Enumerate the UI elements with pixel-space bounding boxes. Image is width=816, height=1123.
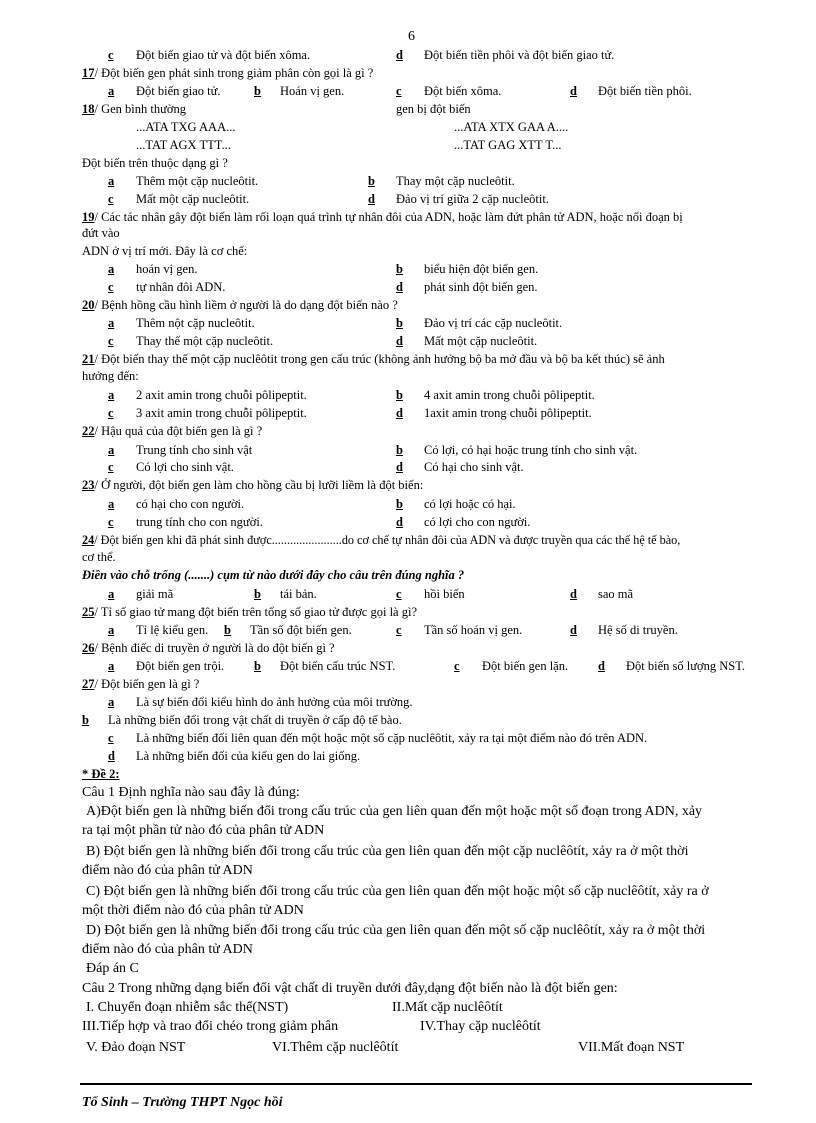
q19-option-c: c	[108, 280, 114, 294]
q25-option-b-text: Tần số đột biến gen.	[250, 623, 352, 637]
q20-option-b-text: Đảo vị trí các cặp nucleôtit.	[424, 316, 563, 330]
q21-option-c-text: 3 axit amin trong chuỗi pôlipeptit.	[136, 406, 307, 420]
q19-question-line2: đứt vào	[82, 226, 120, 240]
q17-option-d-text: Đột biến tiền phôi.	[598, 84, 692, 98]
cau1-option-c-line2: một thời điểm nào đó của phân tử ADN	[82, 903, 304, 918]
q25-option-d-text: Hệ số di truyền.	[598, 623, 678, 637]
q23-option-b: b	[396, 497, 403, 511]
cau1-question: Câu 1 Định nghĩa nào sau đây là đúng:	[82, 785, 300, 800]
q18-option-c: c	[108, 192, 114, 206]
q16-option-d-text: Đột biến tiền phôi và đột biến giao tử.	[424, 48, 615, 62]
q21-option-d-text: 1axit amin trong chuỗi pôlipeptit.	[424, 406, 592, 420]
q23-option-a: a	[108, 497, 115, 511]
q19-option-b-text: biểu hiện đột biến gen.	[424, 262, 539, 276]
q24-option-c: c	[396, 587, 402, 601]
cau2-question: Câu 2 Trong những dạng biến đổi vật chất di truyền dưới đây,dạng đột biến nào là đột biến gen:	[82, 981, 618, 996]
q18-mutant-label: gen bị đột biến	[396, 102, 471, 116]
q20-option-c: c	[108, 334, 114, 348]
cau2-item-6: VI.Thêm cặp nuclêôtít	[272, 1040, 399, 1055]
q18-option-d-text: Đảo vị trí giữa 2 cặp nucleôtit.	[396, 192, 549, 206]
q20-option-b: b	[396, 316, 403, 330]
q25-option-d: d	[570, 623, 577, 637]
q27-option-d: d	[108, 749, 115, 763]
q22-option-c: c	[108, 460, 114, 474]
q24-option-c-text: hồi biến	[424, 587, 465, 601]
q26-question: 26/ Bệnh điếc di truyền ở người là do đột biến gì ?	[82, 641, 335, 655]
q19-option-b: b	[396, 262, 403, 276]
q27-question: 27/ Đột biến gen là gì ?	[82, 677, 200, 691]
q26-option-d: d	[598, 659, 605, 673]
q18-question: 18/ Gen bình thường	[82, 102, 187, 116]
q17-option-c-text: Đột biến xôma.	[424, 84, 502, 98]
q26-option-c: c	[454, 659, 460, 673]
cau2-item-1: I. Chuyển đoạn nhiễm sắc thể(NST)	[86, 1000, 289, 1015]
cau2-item-2: II.Mất cặp nuclêôtít	[392, 1000, 503, 1015]
q26-option-b: b	[254, 659, 261, 673]
q23-option-d-text: có lợi cho con người.	[424, 515, 531, 529]
cau1-option-a-line1: A)Đột biến gen là những biến đổi trong cấu trúc của gen liên quan đến một hoặc một số đoạn trong ADN, xảy	[86, 804, 703, 819]
q18-normal-seq-2: ...TAT AGX TTT...	[136, 138, 231, 152]
cau2-item-4: IV.Thay cặp nuclêôtít	[420, 1019, 541, 1034]
q27-option-b: b	[82, 713, 89, 727]
q19-option-d-text: phát sinh đột biến gen.	[424, 280, 538, 294]
q18-option-b: b	[368, 174, 375, 188]
q22-option-d-text: Có hại cho sinh vật.	[424, 460, 524, 474]
q27-option-a: a	[108, 695, 115, 709]
cau1-option-d-line1: D) Đột biến gen là những biến đổi trong cấu trúc của gen liên quan đến một số cặp nuclêôtít, xảy ra ở một thời	[86, 923, 706, 938]
q18-option-b-text: Thay một cặp nucleôtit.	[396, 174, 515, 188]
section-heading-de2: * Đề 2:	[82, 767, 120, 781]
q18-option-d: d	[368, 192, 375, 206]
q21-question-line2: hưởng đến:	[82, 369, 139, 383]
page-number: 6	[408, 29, 415, 44]
q24-instruction: Điền vào chỗ trống (.......) cụm từ nào dưới đây cho câu trên đúng nghĩa ?	[82, 568, 465, 582]
q26-option-b-text: Đột biến cấu trúc NST.	[280, 659, 396, 673]
q24-option-a-text: giải mã	[136, 587, 174, 601]
cau2-item-7: VII.Mất đoạn NST	[578, 1040, 685, 1055]
q24-question-line2: cơ thể.	[82, 550, 116, 564]
q25-option-c: c	[396, 623, 402, 637]
q23-question: 23/ Ở người, đột biến gen làm cho hồng cầu bị lưỡi liềm là đột biến:	[82, 478, 424, 492]
q18-option-a: a	[108, 174, 115, 188]
q24-option-b-text: tái bản.	[280, 587, 317, 601]
q21-option-b-text: 4 axit amin trong chuỗi pôlipeptit.	[424, 388, 595, 402]
q16-option-c: c	[108, 48, 114, 62]
cau1-option-d-line2: điểm nào đó của phân tử ADN	[82, 942, 253, 957]
q18-normal-seq-1: ...ATA TXG AAA...	[136, 120, 236, 134]
q17-option-d: d	[570, 84, 577, 98]
q22-option-b-text: Có lợi, có hại hoặc trung tính cho sinh vật.	[424, 443, 638, 457]
q27-option-d-text: Là những biến đổi của kiểu gen do lai giống.	[136, 749, 361, 763]
q25-option-b: b	[224, 623, 231, 637]
q19-question: 19/ Các tác nhân gây đột biến làm rối loạn quá trình tự nhân đôi của ADN, hoặc làm đứt phân tử ADN, hoặc nối đoạn bị	[82, 210, 683, 224]
cau1-answer: Đáp án C	[86, 961, 139, 976]
cau1-option-b-line1: B) Đột biến gen là những biến đổi trong cấu trúc của gen liên quan đến một cặp nuclêôtít, xảy ra ở một thời	[86, 844, 689, 859]
q16-option-c-text: Đột biến giao tử và đột biến xôma.	[136, 48, 311, 62]
q20-option-a-text: Thêm nột cặp nucleôtit.	[136, 316, 255, 330]
q25-option-c-text: Tần số hoán vị gen.	[424, 623, 523, 637]
q26-option-d-text: Đột biến số lượng NST.	[626, 659, 746, 673]
q17-option-b: b	[254, 84, 261, 98]
q24-option-d: d	[570, 587, 577, 601]
q17-option-b-text: Hoán vị gen.	[280, 84, 345, 98]
q24-question: 24/ Đột biến gen khi đã phát sinh được.......................do cơ chế tự nhân đôi của ADN và được truyền qua các thế hệ tế bào,	[82, 533, 681, 547]
q22-option-b: b	[396, 443, 403, 457]
q18-option-a-text: Thêm một cặp nucleôtit.	[136, 174, 259, 188]
q16-option-d: d	[396, 48, 403, 62]
q22-option-d: d	[396, 460, 403, 474]
q19-option-a-text: hoán vị gen.	[136, 262, 198, 276]
q18-followup: Đột biến trên thuộc dạng gì ?	[82, 156, 228, 170]
q18-option-c-text: Mất một cặp nucleôtit.	[136, 192, 250, 206]
q19-question-line3: ADN ở vị trí mới. Đây là cơ chế:	[82, 244, 248, 258]
q19-option-c-text: tự nhân đôi ADN.	[136, 280, 226, 294]
cau1-option-c-line1: C) Đột biến gen là những biến đổi trong cấu trúc của gen liên quan đến một hoặc một số cặp nuclêôtít, xảy ra ở	[86, 884, 709, 899]
q22-option-c-text: Có lợi cho sinh vật.	[136, 460, 234, 474]
q27-option-b-text: Là những biến đổi trong vật chất di truyền ở cấp độ tế bào.	[108, 713, 402, 727]
q21-option-b: b	[396, 388, 403, 402]
q26-option-a: a	[108, 659, 115, 673]
q27-option-c: c	[108, 731, 114, 745]
q24-option-a: a	[108, 587, 115, 601]
footer-text: Tổ Sinh – Trường THPT Ngọc hồi	[82, 1095, 283, 1110]
q23-option-d: d	[396, 515, 403, 529]
q23-option-a-text: có hại cho con người.	[136, 497, 245, 511]
q24-option-d-text: sao mã	[598, 587, 634, 601]
q21-option-a-text: 2 axit amin trong chuỗi pôlipeptit.	[136, 388, 307, 402]
q20-option-d-text: Mất một cặp nucleôtit.	[424, 334, 538, 348]
cau1-option-b-line2: điểm nào đó của phân tử ADN	[82, 863, 253, 878]
q20-option-d: d	[396, 334, 403, 348]
q25-question: 25/ Tỉ số giao tử mang đột biến trên tổng số giao tử được gọi là gì?	[82, 605, 417, 619]
q17-question: 17/ Đột biến gen phát sinh trong giảm phân còn gọi là gì ?	[82, 66, 374, 80]
q23-option-c-text: trung tính cho con người.	[136, 515, 263, 529]
q24-option-b: b	[254, 587, 261, 601]
footer-divider	[80, 1083, 752, 1085]
q25-option-a-text: Tỉ lệ kiểu gen.	[136, 623, 209, 637]
q20-option-a: a	[108, 316, 115, 330]
q26-option-c-text: Đột biến gen lặn.	[482, 659, 569, 673]
q19-option-a: a	[108, 262, 115, 276]
q18-mutant-seq-2: ...TAT GAG XTT T...	[454, 138, 562, 152]
q22-option-a: a	[108, 443, 115, 457]
q22-option-a-text: Trung tính cho sinh vật	[136, 443, 253, 457]
q17-option-c: c	[396, 84, 402, 98]
q17-option-a-text: Đột biến giao tử.	[136, 84, 221, 98]
q27-option-a-text: Là sự biến đổi kiểu hình do ảnh hưởng của môi trường.	[136, 695, 413, 709]
q21-option-c: c	[108, 406, 114, 420]
q18-mutant-seq-1: ...ATA XTX GAA A....	[454, 120, 569, 134]
q21-option-d: d	[396, 406, 403, 420]
cau2-item-5: V. Đảo đoạn NST	[86, 1040, 186, 1055]
q27-option-c-text: Là những biến đổi liên quan đến một hoặc một số cặp nuclêôtit, xảy ra tại một điểm nào đó trên ADN.	[136, 731, 648, 745]
q20-option-c-text: Thay thế một cặp nucleôtit.	[136, 334, 274, 348]
q17-option-a: a	[108, 84, 115, 98]
q19-option-d: d	[396, 280, 403, 294]
q22-question: 22/ Hậu quả của đột biến gen là gì ?	[82, 424, 263, 438]
q25-option-a: a	[108, 623, 115, 637]
q23-option-b-text: có lợi hoặc có hại.	[424, 497, 516, 511]
cau2-item-3: III.Tiếp hợp và trao đổi chéo trong giảm phân	[82, 1019, 339, 1034]
q23-option-c: c	[108, 515, 114, 529]
cau1-option-a-line2: ra tại một phần tử nào đó của phân tử ADN	[82, 823, 325, 838]
q21-question: 21/ Đột biến thay thế một cặp nuclêôtit trong gen cấu trúc (không ảnh hưởng bộ ba mở đầu và bộ ba kết thúc) sẽ ảnh	[82, 352, 665, 366]
q26-option-a-text: Đột biến gen trội.	[136, 659, 225, 673]
q21-option-a: a	[108, 388, 115, 402]
q20-question: 20/ Bệnh hồng cầu hình liềm ở người là do dạng đột biến nào ?	[82, 298, 398, 312]
